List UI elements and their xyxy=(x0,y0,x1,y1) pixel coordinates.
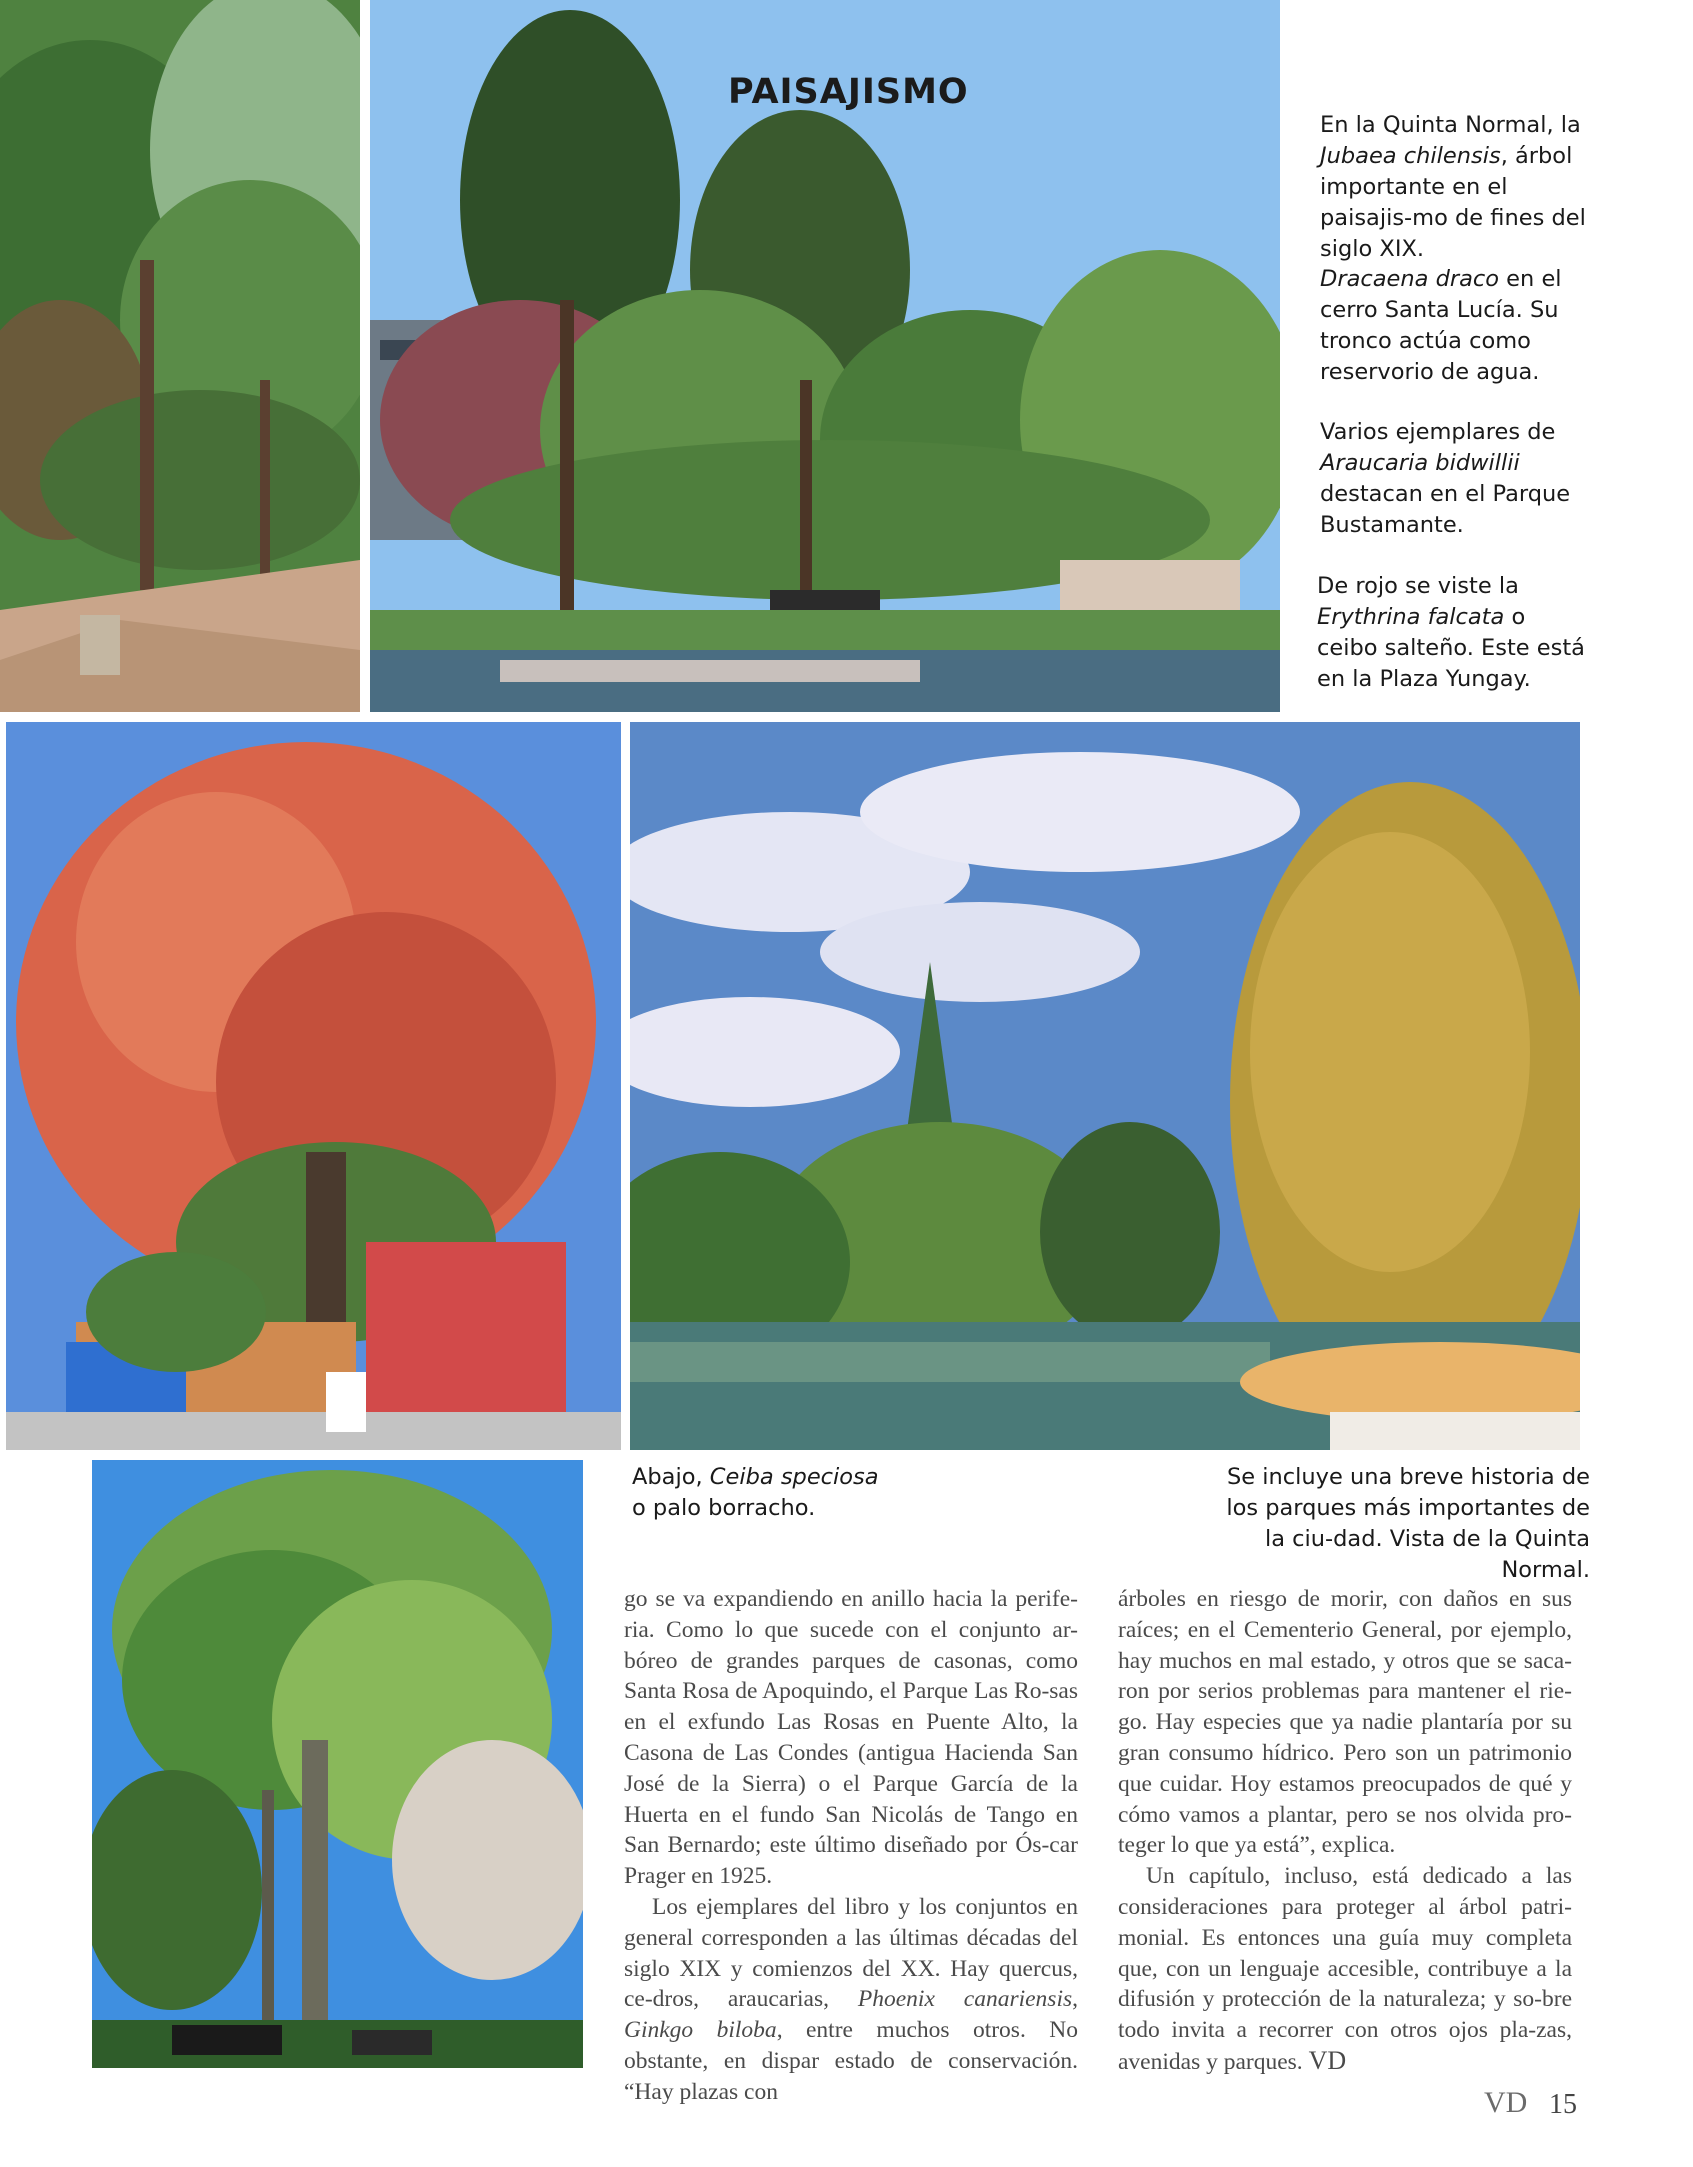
caption-quinta-normal xyxy=(1205,1462,1590,1586)
caption-dracaena-post: en el cerro Santa Lucía. Su tronco actúa como reservorio de agua. xyxy=(1320,266,1562,385)
body-col1-paragraph-1: go se va expandiendo en anillo hacia la perife-ria. Como lo que sucede con el conjunto ar-bóreo de grandes parques de casonas, como Santa Rosa de Apoquindo, el Parque Las Ro-sas en el exfundo Las Rosas en Puente Alto, la Casona de Las Condes (antigua Hacienda San José de la Sierra) o el Parque García de la Huerta en el fundo San Nicolás de Tango en San Bernardo; este último diseñado por Ós-car Prager en 1925. xyxy=(624,1586,1078,1890)
body-col2-p2-text: Un capítulo, incluso, está dedicado a las consideraciones para proteger al árbol patri-monial. Es entonces una guía muy completa que, con un lenguaje accesible, contribuye a la difusión y protección de la naturaleza; y so-bre todo invita a recorrer con otros ojos pla-zas, avenidas y parques. xyxy=(1118,1863,1572,2075)
caption-jubaea-post: , árbol importante en el paisajis-mo de fines del siglo XIX. xyxy=(1320,143,1586,262)
photo-ceiba-speciosa xyxy=(92,1460,583,2068)
body-col2-paragraph-1: árboles en riesgo de morir, con daños en sus raíces; en el Cementerio General, por ejemplo, hay muchos en mal estado, y otros que se saca-ron por serios problemas para mantener el rie-go. Hay especies que ya nadie plantaría por su gran consumo hídrico. Pero son un patrimonio que cuidar. Hoy estamos preocupados de qué y cómo vamos a plantar, pero se nos olvida pro-teger lo que ya está”, explica. xyxy=(1118,1586,1572,1859)
caption-araucaria-species: Araucaria bidwillii xyxy=(1320,450,1520,476)
caption-ceiba xyxy=(632,1462,892,1524)
photo-erythrina-yungay xyxy=(6,722,621,1450)
caption-araucaria-post: destacan en el Parque Bustamante. xyxy=(1320,481,1571,538)
caption-ceiba-species: Ceiba speciosa xyxy=(709,1464,879,1490)
caption-jubaea-pre: En la Quinta Normal, la xyxy=(1320,112,1581,138)
caption-araucaria-pre: Varios ejemplares de xyxy=(1320,419,1556,445)
body-column-1 xyxy=(624,1584,1078,2108)
photo-quinta-normal xyxy=(630,722,1580,1450)
footer-magazine-name: VD xyxy=(1484,2086,1528,2119)
caption-ceiba-post: o palo borracho. xyxy=(632,1495,816,1521)
caption-ceiba-pre: Abajo, xyxy=(632,1464,710,1490)
caption-araucaria xyxy=(1320,417,1590,541)
body-col1-p2-c: , entre muchos otros. No obstante, en dispar estado de conservación. “Hay plazas con xyxy=(624,2017,1078,2105)
caption-erythrina-species: Erythrina falcata xyxy=(1317,604,1505,630)
caption-dracaena xyxy=(1320,264,1585,388)
body-col1-p2-a: Los ejemplares del libro y los conjuntos en general corresponden a las últimas décadas del siglo XIX y comienzos del XX. Hay quercus, ce-dros, araucarias, xyxy=(624,1893,1078,2013)
caption-erythrina xyxy=(1317,571,1592,695)
body-col1-paragraph-2 xyxy=(624,1892,1078,2108)
body-column-2 xyxy=(1118,1584,1572,2078)
page-number: 15 xyxy=(1549,2089,1577,2120)
caption-jubaea-species: Jubaea chilensis xyxy=(1320,143,1501,169)
body-col1-p2-species-2: Ginkgo biloba xyxy=(624,2017,777,2044)
photo-palm-park xyxy=(0,0,360,712)
body-col1-p2-b: , xyxy=(1072,1986,1078,2013)
caption-quinta-normal-text: Se incluye una breve historia de los parques más importantes de la ciu-dad. Vista de la Quinta Normal. xyxy=(1226,1464,1590,1583)
body-col1-p2-species-1: Phoenix canariensis xyxy=(857,1986,1073,2013)
caption-jubaea xyxy=(1320,110,1595,265)
caption-erythrina-pre: De rojo se viste la xyxy=(1317,573,1519,599)
body-col2-paragraph-2 xyxy=(1118,1861,1572,2078)
section-title: PAISAJISMO xyxy=(728,72,969,112)
caption-dracaena-species: Dracaena draco xyxy=(1320,266,1500,292)
caption-erythrina-post: o ceibo salteño. Este está en la Plaza Yungay. xyxy=(1317,604,1585,692)
end-mark: VD xyxy=(1308,2045,1347,2075)
